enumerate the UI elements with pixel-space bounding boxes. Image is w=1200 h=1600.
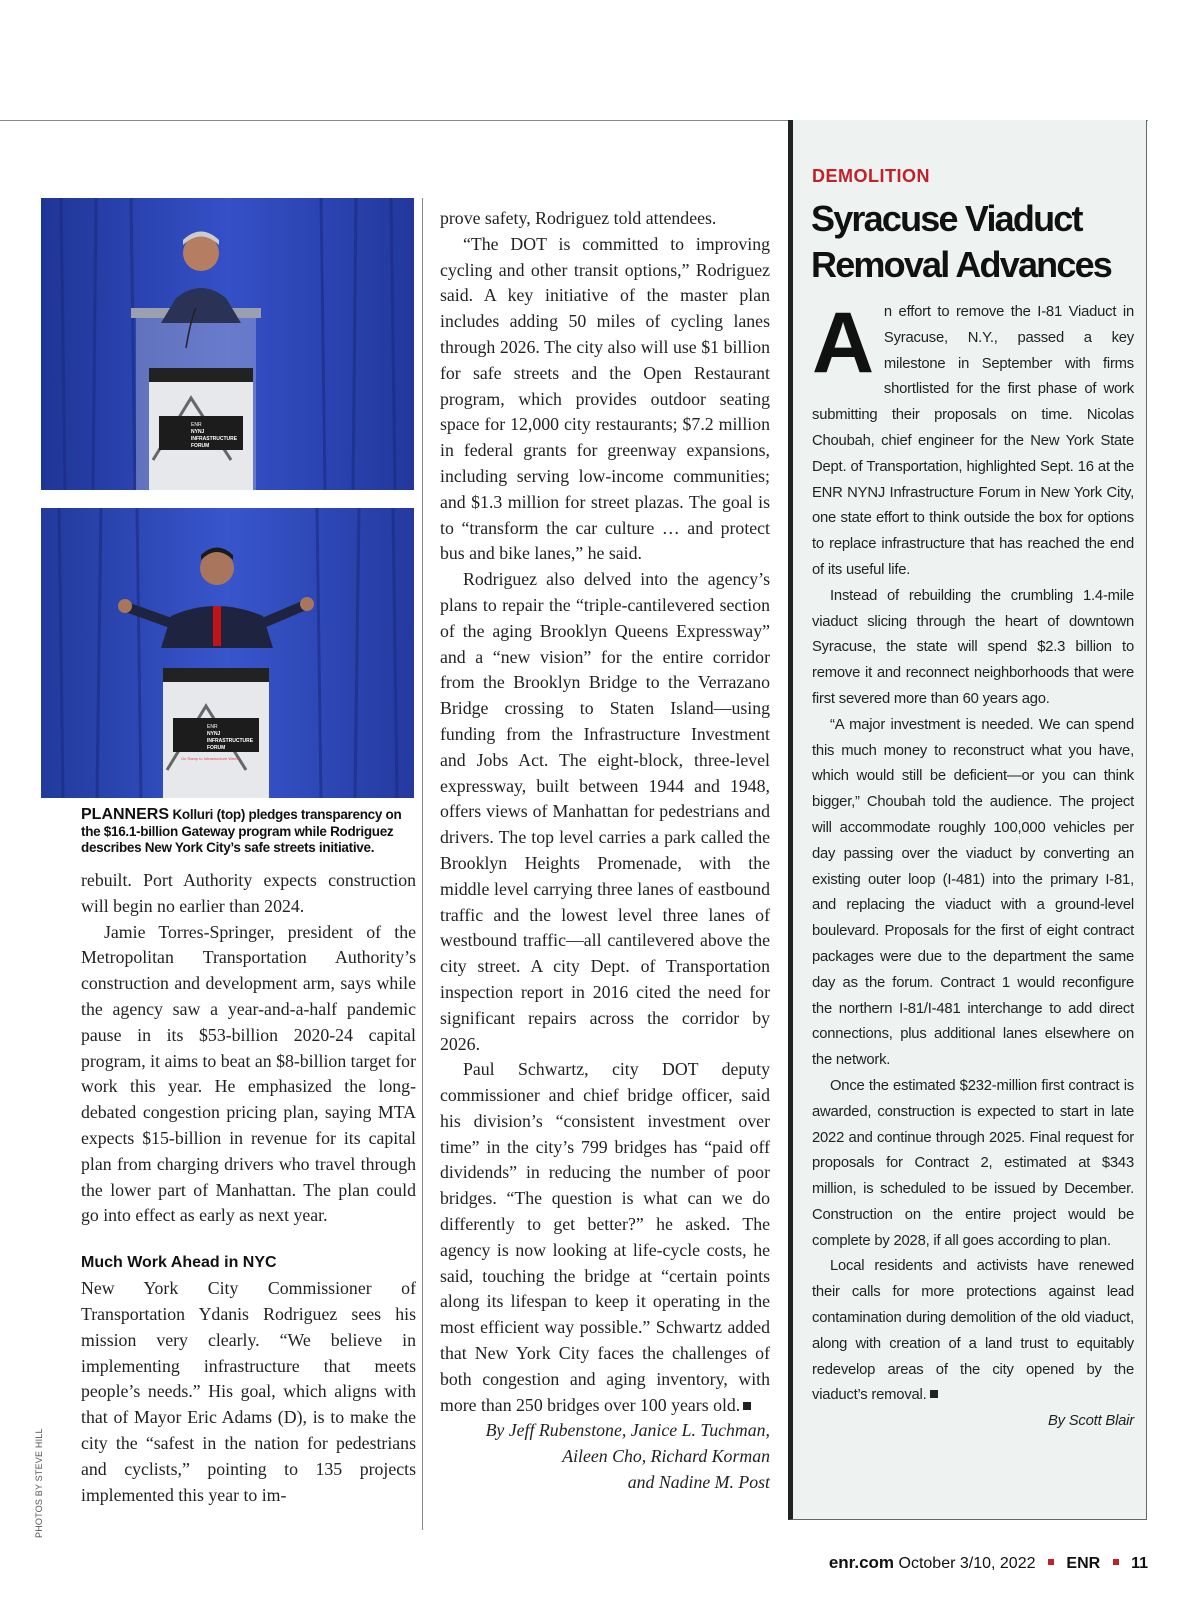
footer-date: October 3/10, 2022 bbox=[898, 1555, 1036, 1572]
photo-caption bbox=[81, 807, 416, 857]
sign-tagline: On Ramp to Infrastructure Week bbox=[181, 756, 239, 761]
sidebar-paragraph-3: “A major investment is needed. We can spend this much money to reconstruct what you have, which would still be deficient—or you can think bigger,” Choubah told the audience. The project will accommodate roughly 100,000 vehicles per day passing over the viaduct by converting an existing outer loop (I-481) into the primary I-81, and replacing the viaduct with a ground-level boulevard. Proposals for the first of eight contract packages were due to the department the same day as the forum. Contract 1 would reconfigure the northern I-81/I-481 interchange to add direct connections, plus additional lanes elsewhere on the network. bbox=[812, 716, 1134, 1069]
article-byline-2: Aileen Cho, Richard Korman bbox=[562, 1446, 770, 1467]
footer-url: enr.com bbox=[828, 1553, 895, 1572]
article-byline-3: and Nadine M. Post bbox=[627, 1472, 770, 1493]
col2-paragraph-1: prove safety, Rodriguez told attendees. bbox=[440, 208, 717, 228]
sign-title-1-2: NYNJ bbox=[207, 731, 221, 737]
article-column-1 bbox=[81, 868, 416, 1508]
sidebar-headline: Syracuse Viaduct Removal Advances bbox=[811, 198, 1112, 285]
column-divider bbox=[422, 198, 423, 1530]
sign-brand-2: ENR bbox=[207, 724, 218, 730]
col2-paragraph-4 bbox=[440, 1057, 770, 1418]
photo-rodriguez-image bbox=[41, 508, 414, 798]
sign-title-3-2: FORUM bbox=[207, 745, 226, 751]
sidebar-paragraph-2: Instead of rebuilding the crumbling 1.4-mile viaduct slicing through the heart of downtown Syracuse, the state will spend $2.3 billion to remove it and reconnect neighborhoods that were first severed more than 60 years ago. bbox=[812, 587, 1134, 707]
footer-page-number: 11 bbox=[1131, 1555, 1148, 1572]
sidebar-paragraph-5 bbox=[812, 1254, 1134, 1409]
photo-rodriguez bbox=[41, 508, 414, 798]
sidebar-byline: By Scott Blair bbox=[1047, 1413, 1134, 1430]
sidebar-body bbox=[812, 295, 1134, 1435]
photo-credit: PHOTOS BY STEVE HILL bbox=[34, 1428, 44, 1538]
sidebar-paragraph-4: Once the estimated $232-million first contract is awarded, construction is expected to start in late 2022 and continue through 2025. Final request for proposals for Contract 2, estimated at $343 million, is scheduled to be issued by December. Construction on the entire project would be complete by 2028, if all goes according to plan. bbox=[812, 1077, 1134, 1249]
footer-separator-2 bbox=[1113, 1559, 1119, 1565]
footer-separator-1 bbox=[1048, 1559, 1054, 1565]
article-byline-1: By Jeff Rubenstone, Janice L. Tuchman, bbox=[485, 1420, 770, 1441]
sign-title-2-2: INFRASTRUCTURE bbox=[207, 738, 254, 744]
sidebar-paragraph-5-text: Local residents and activists have renewed their calls for more protections against lead contamination during demolition of the old viaduct, along with creation of a land trust to equitably redevelop areas of the city opened by the viaduct’s removal. bbox=[812, 1258, 1134, 1404]
sidebar-kicker: DEMOLITION bbox=[812, 166, 930, 186]
sidebar-paragraph-1-text: n effort to remove the I-81 Viaduct in Syracuse, N.Y., passed a key milestone in September with firms shortlisted for the first phase of work submitting their proposals on time. Nicolas Choubah, chief engineer for the New York State Dept. of Transportation, highlighted Sept. 16 at the ENR NYNJ Infrastructure Forum in New York City, one state effort to think outside the box for options to replace infrastructure that has reached the end of its useful life. bbox=[812, 304, 1134, 578]
sign-title-2: INFRASTRUCTURE bbox=[191, 436, 238, 442]
subhead-much-work: Much Work Ahead in NYC bbox=[81, 1254, 277, 1272]
drop-cap: A bbox=[812, 295, 874, 391]
sidebar-syracuse bbox=[788, 120, 1147, 1520]
photo-kolluri bbox=[41, 198, 414, 490]
sign-brand: ENR bbox=[191, 422, 202, 428]
col2-paragraph-4-text: Paul Schwartz, city DOT deputy commissioner and chief bridge officer, said his division’s “consistent investment over time” in the city’s 799 bridges has “paid off dividends” in reducing the number of poor bridges. “The question is what can we do differently to get better?” he asked. The agency is now looking at life-cycle costs, he said, touching the bridge at “certain points along its lifespan to keep it operating in the most efficient way possible.” Schwartz added that New York City faces the challenges of both congestion and aging inventory, with more than 250 bridges over 100 years old. bbox=[440, 1059, 770, 1415]
col1-paragraph-1: rebuilt. Port Authority expects construction will begin no earlier than 2024. bbox=[81, 870, 416, 916]
article-column-2 bbox=[440, 206, 770, 1496]
sign-title-1: NYNJ bbox=[191, 429, 205, 435]
sign-title-3: FORUM bbox=[191, 443, 210, 449]
photo-kolluri-image bbox=[41, 198, 414, 490]
col2-paragraph-3: Rodriguez also delved into the agency’s plans to repair the “triple-cantilevered section of the aging Brooklyn Queens Expressway” and a “new vision” for the entire corridor from the Brooklyn Bridge to the Verrazano Bridge crossing to Staten Island—using funding from the Infrastructure Investment and Jobs Act. The eight-block, three-level expressway, built between 1944 and 1948, offers views of Manhattan for pedestrians and drivers. The top level carries a park called the Brooklyn Heights Promenade, with the middle level carrying three lanes of eastbound traffic and the lowest level three lanes of westbound traffic—all cantilevered above the city street. A city Dept. of Transportation inspection report in 2016 cited the need for significant repairs across the corridor by 2026. bbox=[440, 569, 770, 1054]
end-of-story-mark bbox=[743, 1402, 751, 1410]
sidebar-paragraph-1 bbox=[812, 295, 1134, 584]
sidebar-end-mark bbox=[930, 1390, 938, 1398]
caption-text: Kolluri (top) pledges transparency on the $16.1-billion Gateway program while Rodriguez describes New York City’s safe streets initiative. bbox=[81, 807, 402, 855]
col1-paragraph-2: Jamie Torres-Springer, president of the Metropolitan Transportation Authority’s construction and development arm, says while the agency saw a year-and-a-half pandemic pause in its $53-billion 2020-24 capital program, it aims to beat an $8-billion target for work this year. He emphasized the long-debated congestion pricing plan, saying MTA expects $15-billion in revenue for its capital plan from charging drivers who travel through the lower part of Manhattan. The plan could go into effect as early as next year. bbox=[81, 921, 416, 1226]
footer-magazine: ENR bbox=[1066, 1555, 1101, 1572]
caption-keyword: PLANNERS bbox=[81, 806, 170, 823]
page-footer bbox=[829, 1553, 1148, 1573]
col1-paragraph-3: New York City Commissioner of Transportation Ydanis Rodriguez sees his mission very clearly. “We believe in implementing infrastructure that meets people’s needs.” His goal, which aligns with that of Mayor Eric Adams (D), is to make the city the “safest in the nation for pedestrians and cyclists,” pointing to 135 projects implemented this year to im- bbox=[81, 1278, 416, 1505]
col2-paragraph-2: “The DOT is committed to improving cycling and other transit options,” Rodriguez said. A key initiative of the master plan includes adding 50 miles of cycling lanes through 2026. The city also will use $1 billion for safe streets and the Open Restaurant program, which provides outdoor seating space for 12,000 city restaurants; $7.2 million in federal grants for greenway expansions, including serving low-income communities; and $1.3 million for street plazas. The goal is to “transform the car culture … and protect bus and bike lanes,” he said. bbox=[440, 233, 770, 564]
